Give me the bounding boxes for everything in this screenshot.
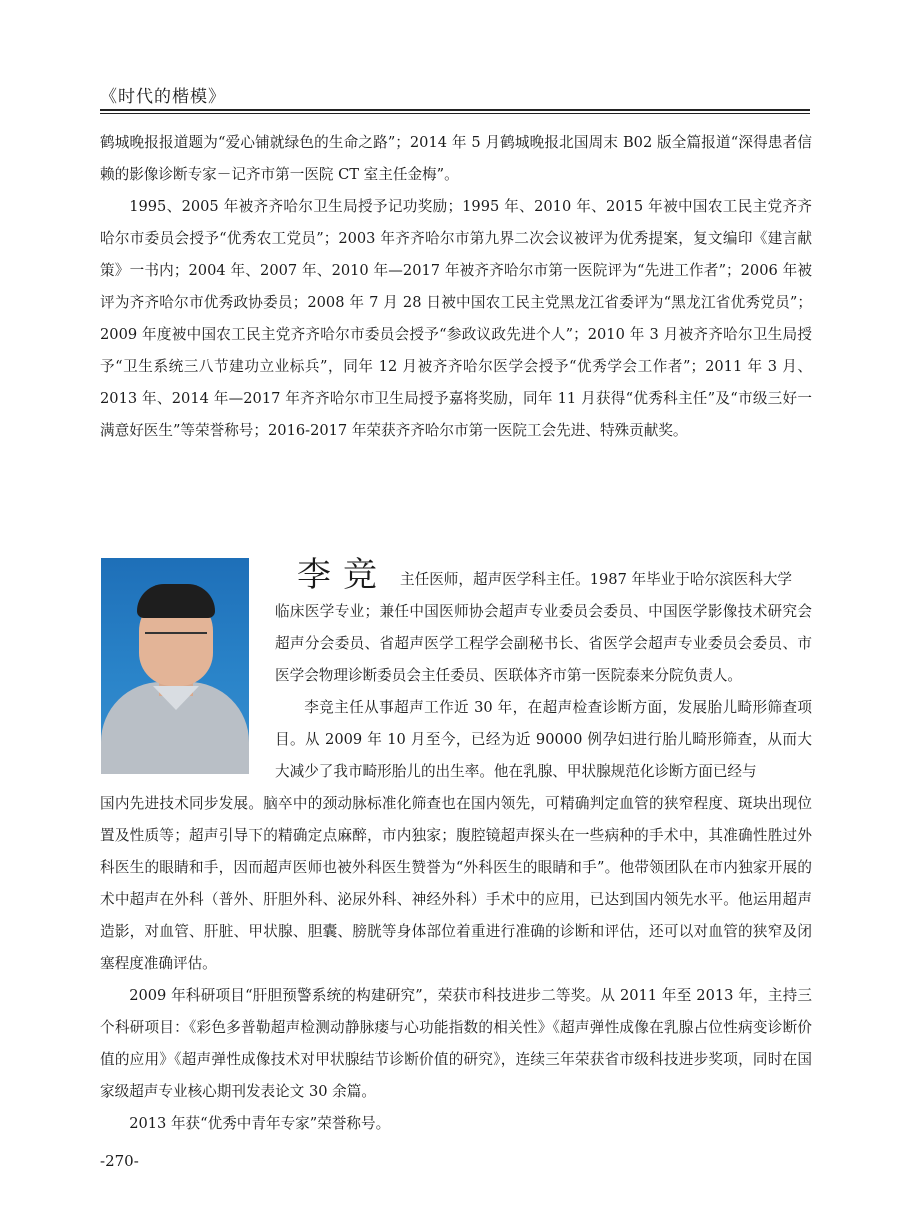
section-previous-profile — [100, 127, 812, 447]
profile-paragraph-work-start: 李竞主任从事超声工作近 30 年，在超声检查诊断方面，发展胎儿畸形筛查项目。从 2009 年 10 月至今，已经为近 90000 例孕妇进行胎儿畸形筛查，从而大大减少了我市畸形胎儿的出生率。他在乳腺、甲状腺规范化诊断方面已经与 — [275, 699, 812, 780]
paragraph-honor: 2013 年获“优秀中青年专家”荣誉称号。 — [129, 1115, 391, 1132]
paragraph-work-continued: 国内先进技术同步发展。脑卒中的颈动脉标准化筛查也在国内领先，可精确判定血管的狭窄程度、斑块出现位置及性质等；超声引导下的精确定点麻醉，市内独家；腹腔镜超声探头在一些病种的手术中，其准确性胜过外科医生的眼睛和手，因而超声医师也被外科医生赞誉为“外科医生的眼睛和手”。他带领团队在市内独家开展的术中超声在外科（普外、肝胆外科、泌尿外科、神经外科）手术中的应用，已达到国内领先水平。他运用超声造影，对血管、肝脏、甲状腺、胆囊、膀胱等身体部位着重进行准确的诊断和评估，还可以对血管的狭窄及闭塞程度准确评估。 — [100, 795, 812, 972]
paragraph-news-reports: 鹤城晚报报道题为“爱心铺就绿色的生命之路”；2014 年 5 月鹤城晚报北国周末 B02 版全篇报道“深得患者信赖的影像诊断专家－记齐市第一医院 CT 室主任金梅”。 — [100, 134, 812, 183]
profile-intro-rest: 临床医学专业；兼任中国医师协会超声专业委员会委员、中国医学影像技术研究会超声分会委员、省超声医学工程学会副秘书长、省医学会超声专业委员会委员、市医学会物理诊断委员会主任委员、医联体齐市第一医院泰来分院负责人。 — [275, 603, 812, 684]
profile-name: 李竞 — [297, 555, 389, 595]
running-header — [100, 80, 810, 110]
page-number: -270- — [100, 1152, 139, 1170]
book-title: 《时代的楷模》 — [100, 87, 226, 107]
paragraph-research: 2009 年科研项目“肝胆预警系统的构建研究”，荣获市科技进步二等奖。从 2011 年至 2013 年，主持三个科研项目：《彩色多普勒超声检测动静脉瘘与心功能指数的相关性》《超声弹性成像在乳腺占位性病变诊断价值的应用》《超声弹性成像技术对甲状腺结节诊断价值的研究》，连续三年荣获省市级科技进步奖项，同时在国家级超声专业核心期刊发表论文 30 余篇。 — [100, 987, 812, 1100]
profile-intro-first-line: 主任医师，超声医学科主任。1987 年毕业于哈尔滨医科大学 — [400, 571, 793, 588]
paragraph-awards: 1995、2005 年被齐齐哈尔卫生局授予记功奖励；1995 年、2010 年、2015 年被中国农工民主党齐齐哈尔市委员会授予“优秀农工党员”；2003 年齐齐哈尔市第九界二次会议被评为优秀提案，复文编印《建言献策》一书内；2004 年、2007 年、2010 年—2017 年被齐齐哈尔市第一医院评为“先进工作者”；2006 年被评为齐齐哈尔市优秀政协委员；2008 年 7 月 28 日被中国农工民主党黑龙江省委评为“黑龙江省优秀党员”；2009 年度被中国农工民主党齐齐哈尔市委员会授予“参政议政先进个人”；2010 年 3 月被齐齐哈尔卫生局授予“卫生系统三八节建功立业标兵”，同年 12 月被齐齐哈尔医学会授予“优秀学会工作者”；2011 年 3 月、2013 年、2014 年—2017 年齐齐哈尔市卫生局授予嘉将奖励，同年 11 月获得“优秀科主任”及“市级三好一满意好医生”等荣誉称号；2016-2017 年荣获齐齐哈尔市第一医院工会先进、特殊贡献奖。 — [100, 198, 812, 439]
section-profile-continued — [100, 788, 812, 1140]
header-rule-thick — [100, 109, 810, 111]
header-rule-thin — [100, 113, 810, 114]
profile-intro-block — [275, 596, 812, 788]
portrait-photo — [101, 558, 249, 774]
